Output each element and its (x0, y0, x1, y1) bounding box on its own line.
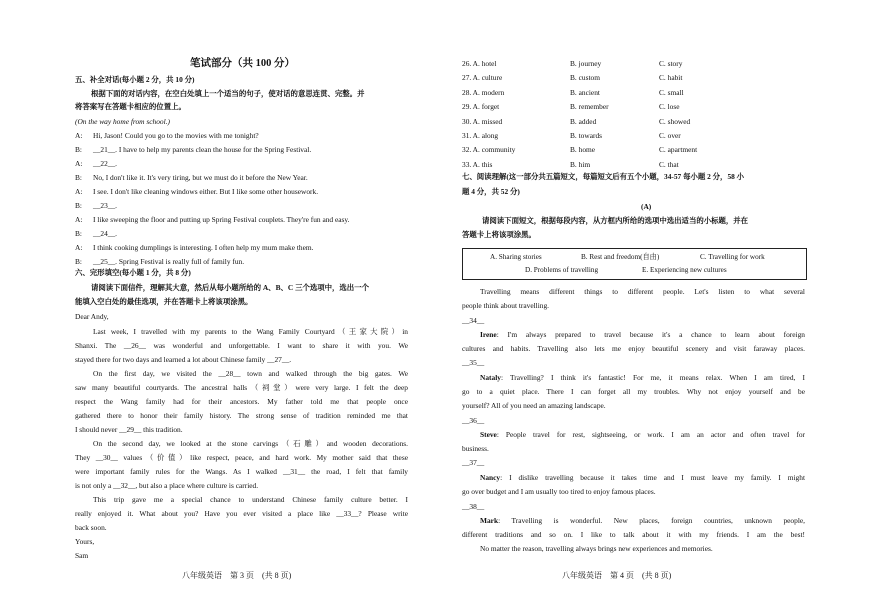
letter-line: were important family rules for the Wangs. As I walked __31__ the road, I felt that family (75, 467, 408, 476)
speaker-name: Nataly (480, 373, 501, 382)
letter-line: really enjoyed it. What about you? Have you ever visited a place like __33__? Please write (75, 509, 408, 518)
dialog-line: Hi, Jason! Could you go to the movies with me tonight? (93, 131, 259, 140)
option-b: B. journey (570, 59, 602, 68)
paragraph-text: : Travelling is wonderful. New places, foreign countries, unknown people, (498, 516, 805, 525)
dialog-line: I think cooking dumplings is interesting. I often help my mum make them. (93, 243, 314, 252)
section-7-instruction-line-2: 答题卡上将该项涂黑。 (462, 230, 536, 239)
passage-a-label: (A) (641, 202, 652, 211)
letter-line: gathered there to honor their family history. The strong sense of tradition reminded me that (75, 411, 408, 420)
section-7-heading-line-2: 题 4 分，共 52 分) (462, 187, 520, 196)
passage-line: business. (462, 444, 489, 453)
answer-blank: __38__ (462, 502, 485, 511)
dialog-line: __21__. I have to help my parents clean the house for the Spring Festival. (93, 145, 312, 154)
option-a: 30. A. missed (462, 116, 503, 126)
paragraph-text: : I dislike travelling because it takes time and I must leave my family. I might (500, 473, 805, 482)
page-footer: 八年级英语 第 3 页 (共 8 页) (182, 571, 292, 580)
option-c: C. small (659, 87, 684, 97)
letter-line: is not only a __32__, but also a place where culture is carried. (75, 481, 259, 490)
heading-option-e: E. Experiencing new cultures (642, 266, 727, 274)
option-a: 29. A. forget (462, 102, 500, 112)
answer-blank: __34__ (462, 316, 485, 325)
option-a: 27. A. culture (462, 73, 503, 83)
dialog-line: __24__. (93, 229, 118, 238)
heading-option-d: D. Problems of travelling (525, 266, 599, 274)
section-5-instruction-line-2: 将答案写在答题卡相应的位置上。 (75, 102, 186, 111)
dialog-line: I see. I don't like cleaning windows either. But I like some other housework. (93, 187, 319, 196)
option-a: 31. A. along (462, 131, 499, 140)
letter-line: stayed there for two days and learned a lot about Chinese family __27__. (75, 355, 292, 364)
letter-line: On the second day, we looked at the stone carvings（石雕）and wooden decorations. (93, 439, 408, 448)
passage-line: Travelling means different things to different people. Let's listen to what several (480, 287, 805, 296)
dialog-setting: (On the way home from school.) (75, 117, 170, 126)
option-b: B. home (570, 145, 596, 155)
passage-line: go over budget and I am usually too tired to enjoy famous places. (462, 487, 656, 496)
letter-line: I should never __29__ this tradition. (75, 425, 183, 434)
passage-line: cultures and habits. Travelling also lets me enjoy beautiful scenery and visit faraway places. (462, 344, 805, 353)
option-b: B. him (570, 159, 591, 169)
letter-line: On the first day, we visited the __28__ town and walked through the big gates. We (93, 369, 408, 378)
passage-line: different traditions and so on. I like to talk about it with my friends. I am the best! (462, 530, 805, 539)
option-b: B. remember (570, 102, 609, 112)
section-6-instruction-line-1: 请阅读下面信件，理解其大意，然后从每小题所给的 A、B、C 三个选项中，选出一个 (91, 283, 369, 292)
heading-options-box (462, 248, 807, 280)
letter-line: Sam (75, 551, 89, 560)
letter-line: Yours, (75, 537, 95, 546)
option-b: B. ancient (570, 87, 600, 97)
dialog-speaker: A: (75, 131, 83, 140)
passage-paragraph (480, 430, 805, 439)
passage-line: people think about travelling. (462, 301, 550, 310)
section-6-instruction-line-2: 能填入空白处的最佳选项，并在答题卡上将该项涂黑。 (75, 297, 253, 306)
section-6-heading: 六、完形填空(每小题 1 分，共 8 分) (75, 268, 191, 277)
letter-line: saw many beautiful courtyards. The ancestral halls（祠堂）were very large. I felt the deep (75, 383, 408, 392)
option-c: C. that (659, 159, 679, 169)
passage-line: yourself? All of you need an amazing landscape. (462, 401, 606, 410)
dialog-line: __22__. (93, 159, 118, 168)
speaker-name: Mark (480, 516, 499, 525)
answer-blank: __35__ (462, 358, 485, 367)
letter-line: Shanxi. The __26__ was wonderful and unforgettable. I want to share it with you. We (75, 341, 408, 350)
paragraph-text: : I'm always prepared to travel because it's a chance to learn about foreign (496, 330, 805, 339)
paragraph-text: : People travel for rest, sightseeing, or work. I am an actor and often travel for (496, 430, 805, 439)
dialog-speaker: A: (75, 243, 83, 252)
option-a: 33. A. this (462, 159, 493, 169)
dialog-line: No, I don't like it. It's very tiring, but we must do it before the New Year. (93, 173, 308, 182)
passage-line: go to a quiet place. There I can forget all my troubles. Why not enjoy yourself and be (462, 387, 805, 396)
dialog-speaker: B: (75, 229, 82, 238)
option-b: B. custom (570, 73, 600, 83)
section-7-instruction-line-1: 请阅读下面短文，根据每段内容，从方框内所给的选项中选出适当的小标题，并在 (482, 216, 749, 225)
option-c: C. story (659, 59, 683, 68)
section-7-heading-line-1: 七、阅读理解(这一部分共五篇短文，每篇短文后有五个小题，34-57 每小题 2 分，58 小 (462, 172, 745, 181)
paragraph-text: : Travelling? I think it's fantastic! For me, it means relax. When I am tired, I (500, 373, 805, 382)
heading-option-a: A. Sharing stories (490, 253, 542, 261)
passage-line: No matter the reason, travelling always brings new experiences and memories. (480, 544, 713, 553)
option-c: C. apartment (659, 145, 698, 155)
right-page (435, 0, 870, 611)
heading-option-c: C. Travelling for work (700, 253, 765, 261)
letter-line: respect the Wang family had for their ancestors. My father told me that people once (75, 397, 408, 406)
letter-line: Last week, I travelled with my parents to the Wang Family Courtyard（王家大院）in (93, 327, 408, 336)
option-b: B. towards (570, 131, 603, 140)
letter-line: Dear Andy, (75, 312, 109, 321)
section-5-instruction-line-1: 根据下面的对话内容，在空白处填上一个适当的句子，使对话的意思连贯、完整。并 (91, 89, 365, 98)
option-a: 28. A. modern (462, 87, 505, 97)
page-title: 笔试部分（共 100 分） (190, 58, 295, 69)
answer-blank: __36__ (462, 416, 485, 425)
speaker-name: Nancy (480, 473, 501, 482)
dialog-speaker: B: (75, 257, 82, 266)
dialog-speaker: B: (75, 201, 82, 210)
dialog-speaker: B: (75, 173, 82, 182)
option-b: B. added (570, 116, 597, 126)
letter-line: back soon. (75, 523, 107, 532)
dialog-speaker: B: (75, 145, 82, 154)
answer-blank: __37__ (462, 458, 485, 467)
dialog-line: __23__. (93, 201, 118, 210)
passage-paragraph (480, 373, 805, 382)
dialog-speaker: A: (75, 187, 83, 196)
option-c: C. habit (659, 73, 683, 83)
passage-paragraph (480, 330, 805, 339)
dialog-speaker: A: (75, 215, 83, 224)
option-a: 32. A. community (462, 145, 516, 155)
speaker-name: Irene (480, 330, 497, 339)
letter-line: This trip gave me a special chance to understand Chinese family culture better. I (93, 495, 408, 504)
dialog-speaker: A: (75, 159, 83, 168)
option-c: C. showed (659, 116, 691, 126)
section-5-heading: 五、补全对话(每小题 2 分，共 10 分) (75, 75, 195, 84)
speaker-name: Steve (480, 430, 497, 439)
passage-paragraph (480, 473, 805, 482)
dialog-line: I like sweeping the floor and putting up Spring Festival couplets. They're fun and easy. (93, 215, 350, 224)
page-footer: 八年级英语 第 4 页 (共 8 页) (562, 571, 672, 580)
passage-paragraph (480, 516, 805, 525)
option-c: C. over (659, 131, 681, 140)
heading-option-b: B. Rest and freedom(自由) (581, 253, 660, 261)
option-c: C. lose (659, 102, 680, 112)
letter-line: They __30__ values（价值）like respect, peace, and hard work. My mother said that these (75, 453, 408, 462)
dialog-line: __25__. Spring Festival is really full of family fun. (93, 257, 245, 266)
option-a: 26. A. hotel (462, 59, 497, 68)
